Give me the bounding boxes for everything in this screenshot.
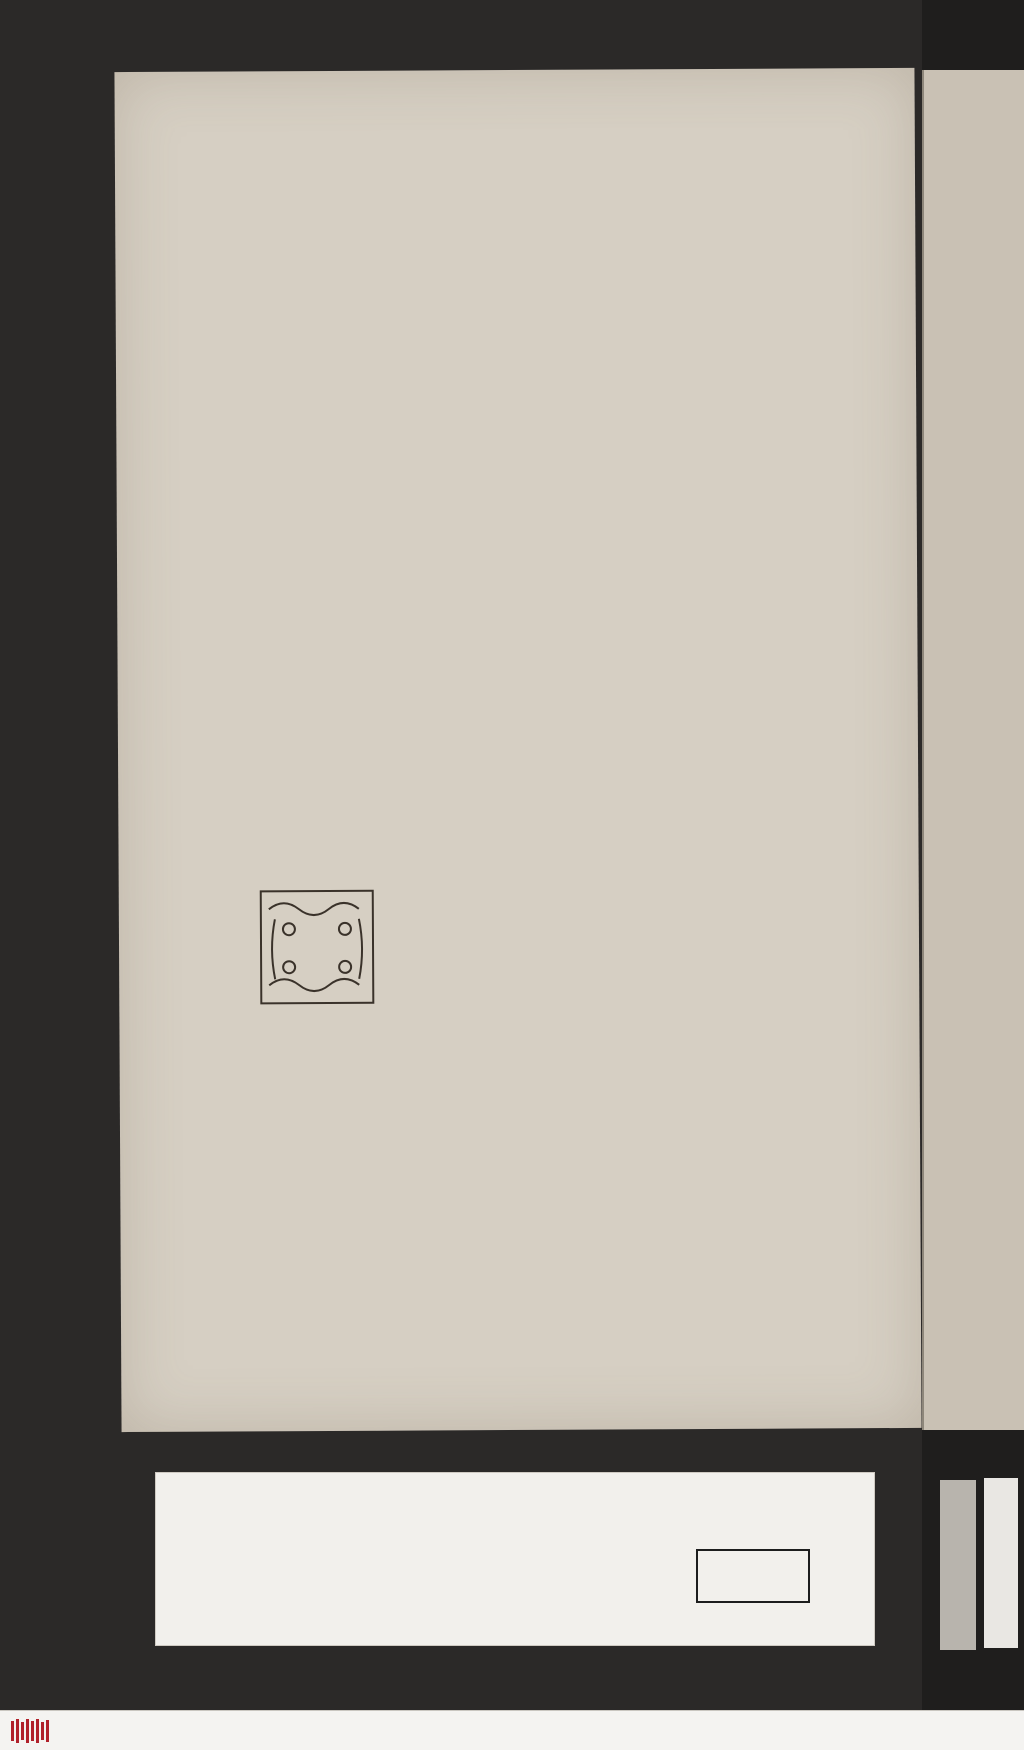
next-page-card-fragment	[940, 1480, 976, 1650]
color-calibration-card	[155, 1472, 875, 1646]
chapter-heading-continued	[258, 728, 878, 731]
text-block-body	[259, 878, 879, 881]
hab-logo-icon	[6, 1716, 54, 1746]
chapter-heading	[258, 676, 878, 679]
ruler-numbers	[186, 1603, 546, 1633]
measurement-ruler-icon	[192, 1551, 542, 1603]
fleuron-ornament	[259, 608, 859, 667]
initial-ornament-icon	[259, 889, 376, 1006]
text-block-top	[255, 166, 875, 169]
running-head	[255, 126, 291, 166]
footer-bar	[0, 1710, 1024, 1750]
next-page-card-fragment-2	[984, 1478, 1018, 1648]
histoire-heading	[258, 818, 878, 821]
book-page	[114, 68, 921, 1432]
decorated-initial	[259, 889, 376, 1006]
gray-scale-swatches	[696, 1549, 810, 1603]
adjacent-page-edge	[922, 70, 1024, 1430]
